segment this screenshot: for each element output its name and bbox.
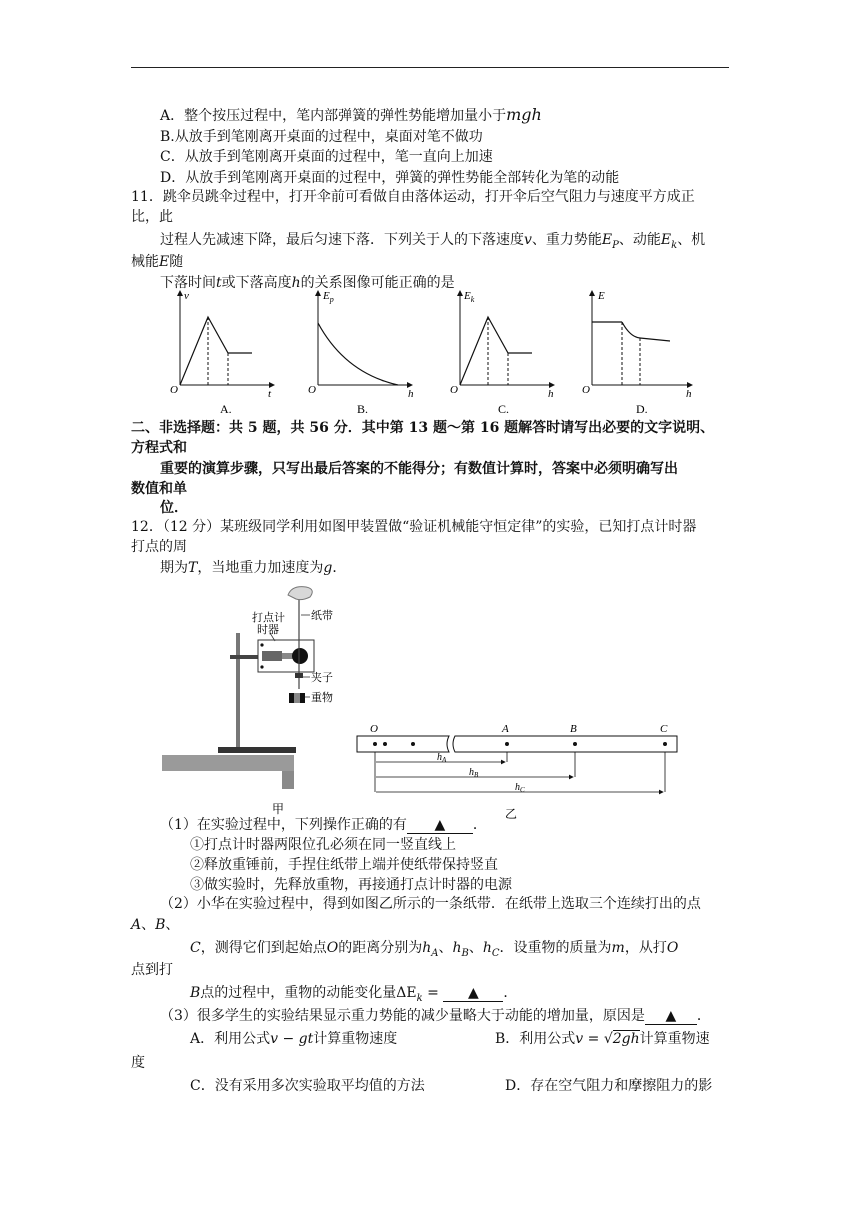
q12-part3-option-b-cont: 度	[131, 1055, 145, 1071]
q12-stem-line2: 打点的周	[131, 539, 187, 555]
section2-line2: 方程式和	[131, 440, 187, 456]
figure-jia-apparatus	[160, 585, 360, 820]
label-clip: 夹子	[311, 672, 333, 684]
point-c-label: C	[660, 723, 668, 735]
label-weight: 重物	[311, 692, 333, 704]
q12-part1-option2: ②释放重锤前，手捏住纸带上端并使纸带保持竖直	[190, 857, 498, 873]
table-leg	[282, 771, 294, 789]
dim-hc: $h_C$	[515, 782, 525, 794]
q10-option-a: A．整个按压过程中，笔内部弹簧的弹性势能增加量小于mgh	[160, 105, 542, 124]
header-rule	[131, 67, 729, 68]
graph-d-origin: O	[582, 384, 590, 396]
q12-part1-option3: ③做实验时，先释放重物，再接通打点计时器的电源	[190, 877, 512, 893]
graph-b	[308, 290, 414, 416]
q12-part2-line1: （2）小华在实验过程中，得到如图乙所示的一条纸带．在纸带上选取三个连续打出的点	[160, 896, 701, 912]
answer-blank-1[interactable]: ▲	[407, 817, 473, 834]
graph-d-caption: D.	[636, 402, 648, 416]
section2-line4: 数值和单	[131, 481, 187, 497]
hand	[288, 587, 312, 600]
point-b-label: B	[570, 723, 577, 735]
q12-part2-line2: A、B、	[131, 917, 180, 933]
caption-yi: 乙	[505, 807, 518, 821]
q12-part3-option-a: A．利用公式v − gt计算重物速度	[190, 1031, 398, 1047]
graph-d-x-label: h	[686, 388, 692, 400]
graph-a-caption: A.	[220, 402, 232, 416]
q12-part3-option-d: D．存在空气阻力和摩擦阻力的影	[505, 1078, 713, 1094]
graph-c-x-label: h	[548, 388, 554, 400]
label-timer-2: 时器	[257, 624, 279, 636]
graph-d	[582, 290, 692, 416]
q11-stem-line2: 比，此	[131, 209, 173, 225]
graph-c-caption: C.	[498, 402, 510, 416]
graph-c-origin: O	[450, 384, 458, 396]
section2-line5: 位．	[160, 500, 188, 516]
answer-blank-3[interactable]: ▲	[645, 1008, 697, 1025]
q11-graphs	[160, 285, 720, 420]
graph-b-x-label: h	[408, 388, 414, 400]
graph-b-caption: B.	[357, 402, 369, 416]
graph-c	[450, 290, 554, 416]
caption-jia: 甲	[272, 802, 285, 816]
graph-d-y-label: E	[598, 290, 605, 302]
figure-yi-tape	[355, 720, 685, 825]
label-tape: 纸带	[311, 610, 333, 622]
q12-part2-line3: C，测得它们到起始点O的距离分别为$h_A$、$h_B$、$h_C$．设重物的质量为m，从打O	[190, 940, 679, 959]
q12-part1-option1: ①打点计时器两限位孔必须在同一竖直线上	[190, 837, 456, 853]
graph-a	[170, 290, 274, 416]
q12-part1: （1）在实验过程中，下列操作正确的有 ▲ ．	[160, 817, 487, 833]
point-o-label: O	[370, 723, 378, 735]
q12-stem-line3: 期为T，当地重力加速度为g．	[160, 560, 347, 576]
dim-hb: $h_B$	[469, 767, 479, 779]
q11-stem-line4: 械能E随	[131, 254, 184, 270]
graph-c-y-label: $E_k$	[464, 290, 475, 304]
stand-base	[218, 747, 296, 753]
timer-roller	[292, 648, 308, 664]
q12-part2-line5: B点的过程中，重物的动能变化量$\Delta E_k$ = ▲ ．	[190, 985, 518, 1004]
q11-stem-line3: 过程人先减速下降，最后匀速下落．下列关于人的下落速度v、重力势能$E_P$、动能$E_k$、机	[160, 232, 706, 251]
q11-stem-line5: 下落时间t或下落高度h的关系图像可能正确的是	[160, 275, 455, 291]
answer-blank-2[interactable]: ▲	[443, 985, 503, 1002]
q12-part2-line4: 点到打	[131, 962, 173, 978]
table-top	[162, 755, 294, 771]
graph-b-origin: O	[308, 384, 316, 396]
q12-part3-option-c: C．没有采用多次实验取平均值的方法	[190, 1078, 425, 1094]
graph-a-origin: O	[170, 384, 178, 396]
q10-option-d: D．从放手到笔刚离开桌面的过程中，弹簧的弹性势能全部转化为笔的动能	[160, 170, 620, 186]
q12-stem-line1: 12．（12 分）某班级同学利用如图甲装置做“验证机械能守恒定律”的实验，已知打点计时器	[131, 519, 697, 535]
point-a-label: A	[502, 723, 509, 735]
graph-b-y-label: $E_p$	[323, 290, 334, 304]
q11-stem-line1: 11．跳伞员跳伞过程中，打开伞前可看做自由落体运动，打开伞后空气阻力与速度平方成正	[131, 189, 695, 205]
section2-line3: 重要的演算步骤，只写出最后答案的不能得分；有数值计算时，答案中必须明确写出	[160, 461, 678, 477]
dim-ha: $h_A$	[437, 752, 447, 764]
q10-option-c: C．从放手到笔刚离开桌面的过程中，笔一直向上加速	[160, 149, 493, 165]
graph-a-y-label: v	[184, 290, 189, 302]
stand-rod	[236, 633, 240, 747]
q12-part3-line1: （3）很多学生的实验结果显示重力势能的减少量略大于动能的增加量，原因是 ▲ ．	[160, 1008, 711, 1024]
q12-part3-option-b: B．利用公式v = √2gh计算重物速	[495, 1031, 710, 1047]
graph-a-x-label: t	[268, 388, 272, 400]
q10-option-b: B.从放手到笔刚离开桌面的过程中，桌面对笔不做功	[160, 129, 483, 145]
label-timer-1: 打点计	[252, 612, 285, 624]
section2-line1: 二、非选择题：共 5 题，共 56 分．其中第 13 题～第 16 题解答时请写出必要的文字说明、	[131, 420, 715, 436]
